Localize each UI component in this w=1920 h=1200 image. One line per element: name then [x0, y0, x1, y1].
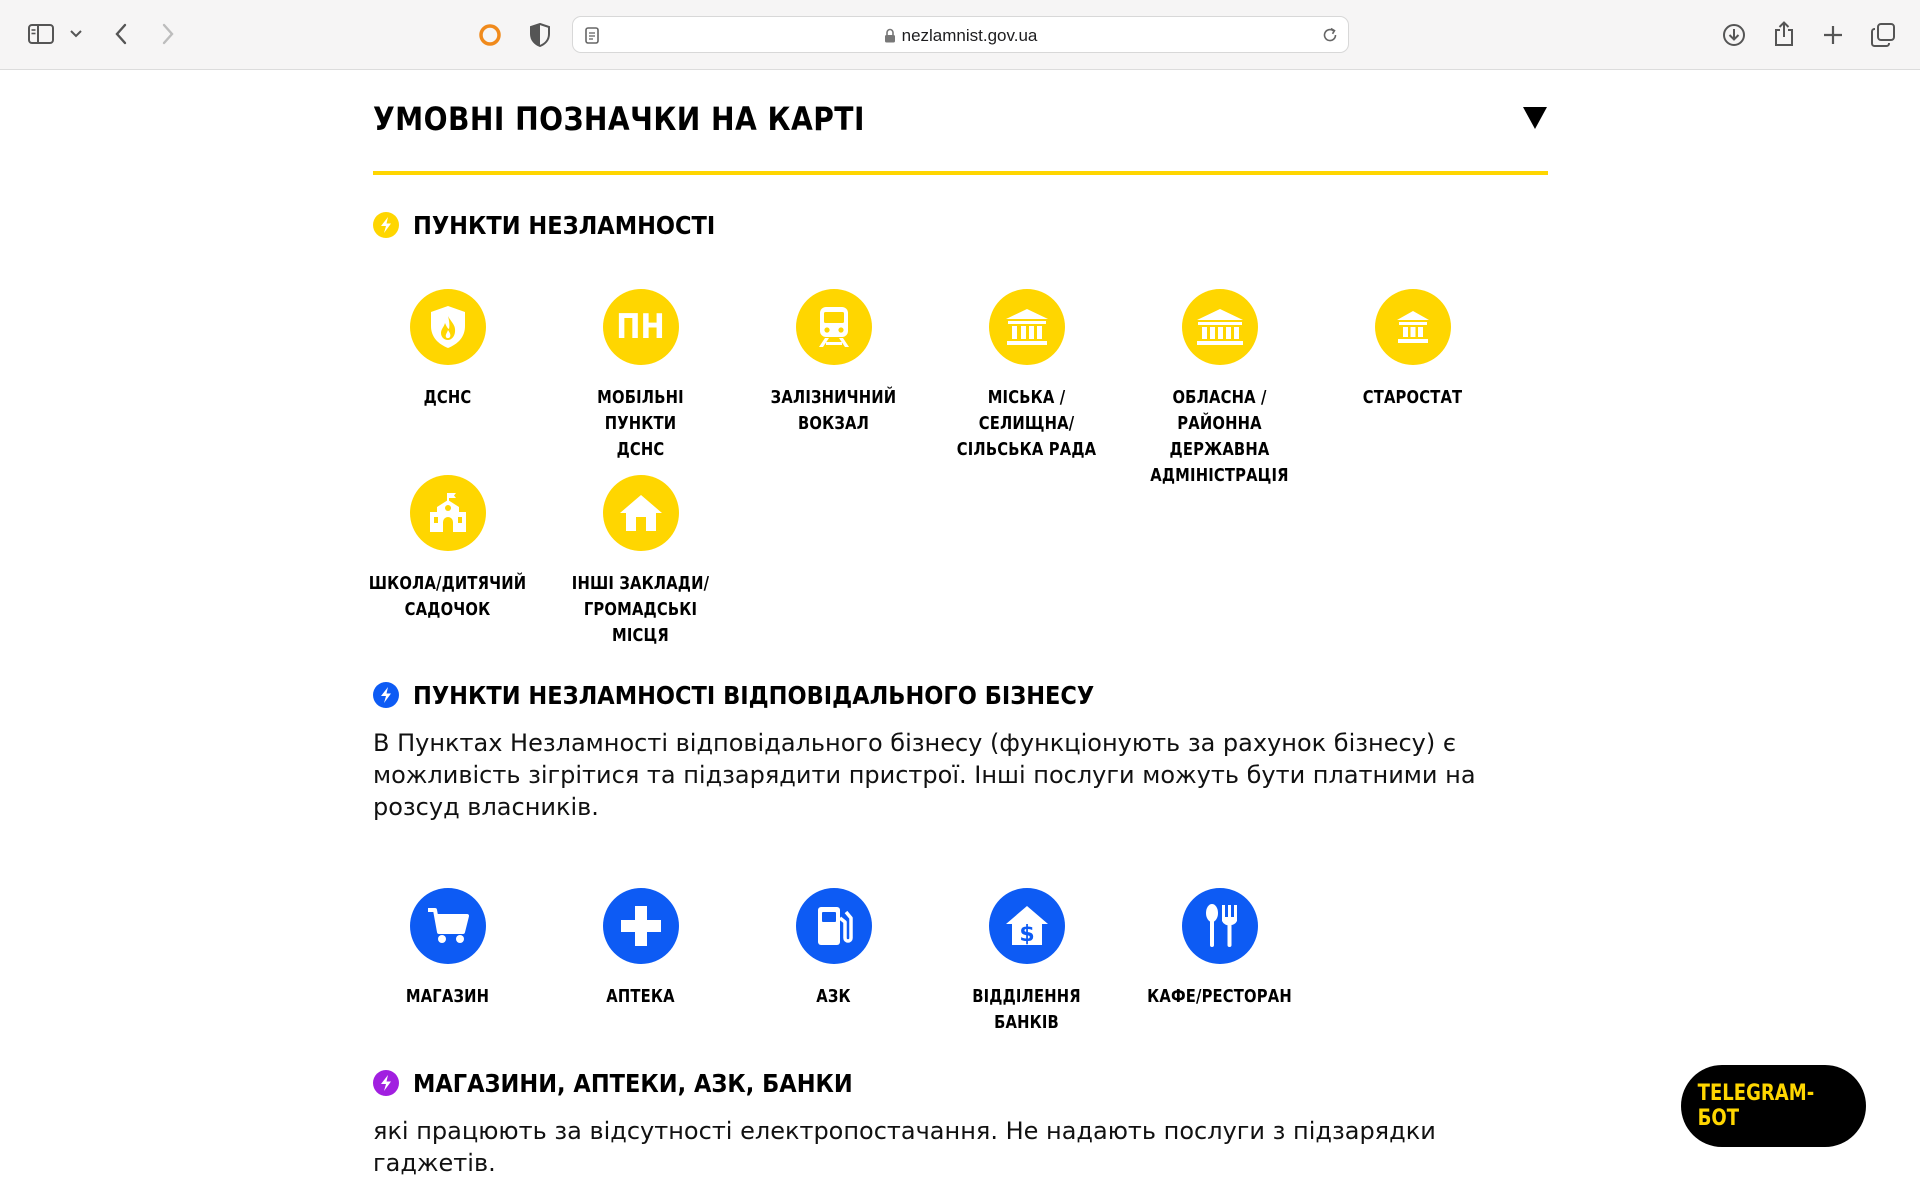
train-icon: [796, 289, 872, 365]
legend-item-public-places: [544, 475, 737, 649]
svg-text:$: $: [1018, 922, 1035, 947]
new-tab-icon[interactable]: [1819, 21, 1847, 49]
pharmacy-cross-icon: [603, 888, 679, 964]
fuel-pump-icon: [796, 888, 872, 964]
legend-item-school: [351, 475, 544, 623]
telegram-bot-button[interactable]: [1681, 1065, 1866, 1147]
legend-item-dsns: [351, 289, 544, 411]
legend-header[interactable]: [373, 100, 1548, 148]
lightning-icon: [373, 212, 399, 238]
legend-item-label: ДСНС: [423, 387, 472, 408]
sidebar-toggle-icon[interactable]: [26, 22, 56, 46]
telegram-bot-label: TELEGRAM-БОТ: [1697, 1081, 1815, 1131]
administration-building-icon: [1182, 289, 1258, 365]
back-icon[interactable]: [108, 20, 134, 48]
legend-item-label: КАФЕ/РЕСТОРАН: [1147, 986, 1292, 1007]
legend-item-administration: [1123, 289, 1316, 489]
legend-item-label: ВІДДІЛЕННЯ БАНКІВ: [972, 986, 1081, 1033]
url-label: nezlamnist.gov.ua: [901, 26, 1038, 45]
lightning-icon: [373, 682, 399, 708]
url-text: [573, 26, 1348, 48]
legend-item-label: МОБІЛЬНІ ПУНКТИ ДСНС: [597, 387, 684, 460]
legend-item-shop: [351, 888, 544, 1010]
section-responsible-business: [373, 680, 1170, 710]
legend-item-starostat: [1316, 289, 1509, 411]
legend-item-pharmacy: [544, 888, 737, 1010]
responsible-business-description: В Пунктах Незламності відповідального бізнесу (функціонують за рахунок бізнесу) є можливість зігрітися та підзарядити пристрої. Інші послуги можуть бути платними на розсуд власників.: [373, 729, 1476, 821]
section-title: МАГАЗИНИ, АПТЕКИ, АЗК, БАНКИ: [413, 1068, 853, 1098]
legend-item-cafe: [1123, 888, 1316, 1010]
section-shops-pharmacies: [373, 1068, 902, 1098]
legend-divider: [373, 171, 1548, 175]
legend-item-label: ШКОЛА/ДИТЯЧИЙ САДОЧОК: [368, 573, 527, 620]
legend-item-council: [930, 289, 1123, 463]
legend-item-label: ОБЛАСНА /РАЙОННА ДЕРЖАВНА АДМІНІСТРАЦІЯ: [1150, 387, 1289, 486]
browser-toolbar: [0, 0, 1920, 70]
pn-icon-text: ПН: [616, 307, 665, 347]
mobile-pn-icon: [603, 289, 679, 365]
forward-icon[interactable]: [155, 20, 181, 48]
legend-item-gas-station: [737, 888, 930, 1010]
reload-icon[interactable]: [1320, 25, 1340, 45]
legend-item-label: СТАРОСТАТ: [1362, 387, 1463, 408]
bank-dollar-icon: [989, 888, 1065, 964]
legend-item-label: АЗК: [816, 986, 851, 1007]
legend-item-label: МАГАЗИН: [405, 986, 490, 1007]
address-bar[interactable]: [572, 16, 1349, 53]
council-building-icon: [989, 289, 1065, 365]
section-title: ПУНКТИ НЕЗЛАМНОСТІ ВІДПОВІДАЛЬНОГО БІЗНЕСУ: [413, 680, 1095, 710]
download-icon[interactable]: [1720, 21, 1748, 49]
house-icon: [603, 475, 679, 551]
legend-item-label: ІНШІ ЗАКЛАДИ/ ГРОМАДСЬКІ МІСЦЯ: [571, 573, 710, 646]
section-punkty-nezlamnosti: [373, 210, 749, 240]
legend-item-label: АПТЕКА: [606, 986, 675, 1007]
legend-item-label: МІСЬКА /СЕЛИЩНА/ СІЛЬСЬКА РАДА: [956, 387, 1097, 460]
legend-item-railway: [737, 289, 930, 437]
extension-circle-icon[interactable]: [476, 21, 504, 49]
legend-item-bank: [930, 888, 1123, 1036]
legend-title: УМОВНІ ПОЗНАЧКИ НА КАРТІ: [373, 100, 865, 138]
tab-overview-icon[interactable]: [1868, 20, 1898, 50]
privacy-shield-icon[interactable]: [526, 21, 554, 49]
lock-icon: [884, 28, 896, 48]
dsns-shield-flame-icon: [410, 289, 486, 365]
lightning-icon: [373, 1070, 399, 1096]
chevron-down-icon[interactable]: [66, 26, 86, 42]
cart-icon: [410, 888, 486, 964]
share-icon[interactable]: [1770, 19, 1798, 49]
triangle-down-icon[interactable]: [1522, 106, 1548, 135]
shops-description: які працюють за відсутності електропостачання. Не надають послуги з підзарядки гаджетів.: [373, 1117, 1436, 1177]
legend-item-mobile-dsns: [544, 289, 737, 463]
cutlery-icon: [1182, 888, 1258, 964]
section-title: ПУНКТИ НЕЗЛАМНОСТІ: [413, 210, 716, 240]
school-icon: [410, 475, 486, 551]
legend-item-label: ЗАЛІЗНИЧНИЙ ВОКЗАЛ: [770, 387, 897, 434]
starostat-building-icon: [1375, 289, 1451, 365]
